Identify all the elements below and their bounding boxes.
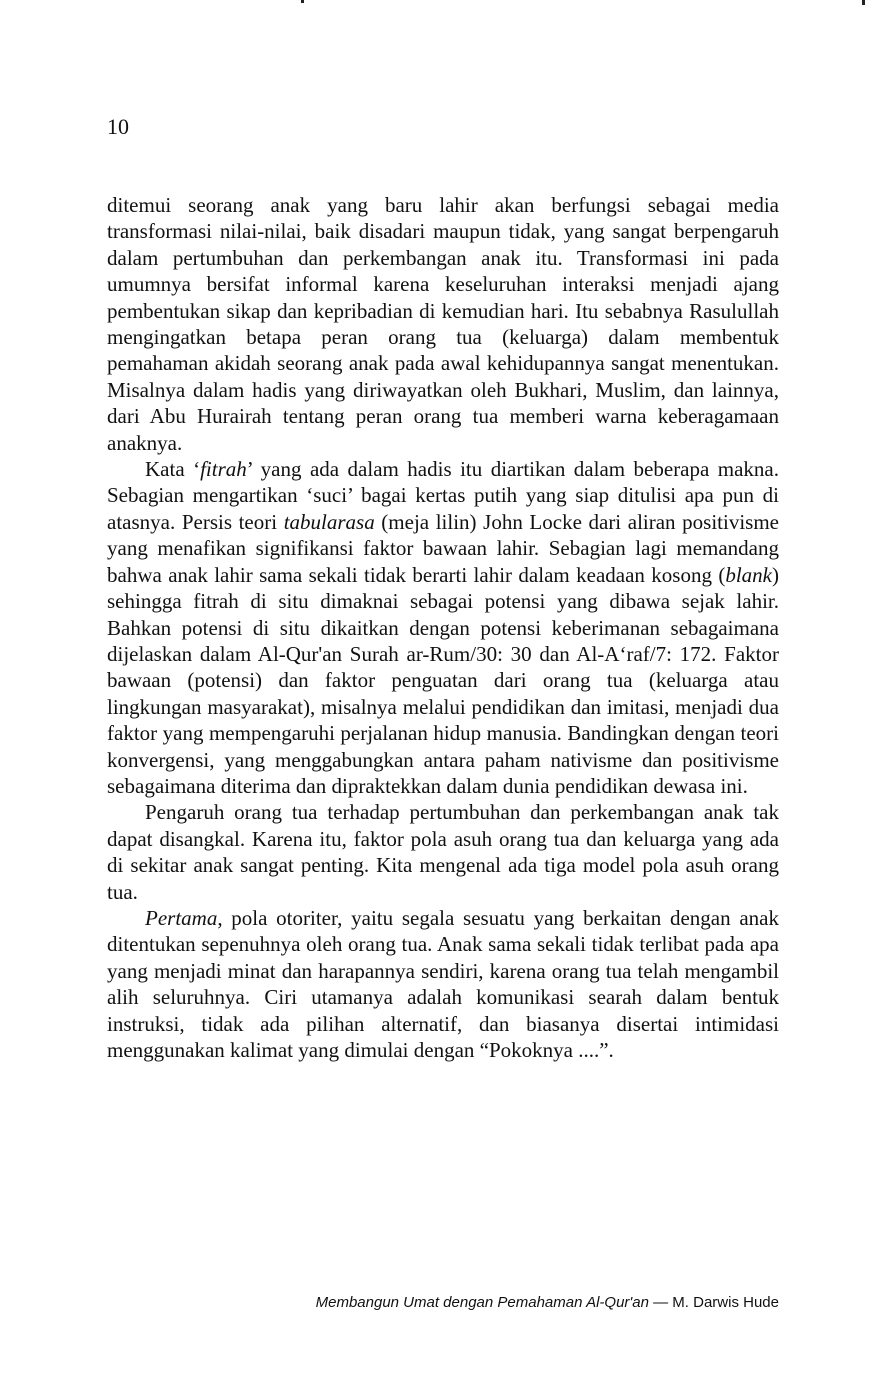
paragraph-2-text-a: Kata ‘ <box>145 457 201 482</box>
scan-artifact-right <box>862 0 865 5</box>
term-tabularasa: tabularasa <box>283 509 375 534</box>
paragraph-1 <box>107 192 779 456</box>
scan-artifact-top <box>301 0 304 3</box>
footer-separator: — <box>648 1294 673 1311</box>
term-blank: blank <box>725 562 772 587</box>
footer-book-title: Membangun Umat dengan Pemahaman Al-Qur'an <box>315 1294 649 1311</box>
term-pertama: Pertama <box>145 905 218 930</box>
paragraph-2-text-c: (meja lilin) John Locke dari aliran positivisme yang menafikan signifikansi faktor bawaan lahir. Sebagian lagi memandang bahwa anak lahir sama sekali tidak berarti lahir dalam keadaan kosong ( <box>107 509 779 587</box>
body-text <box>107 192 779 1063</box>
paragraph-2-text-d: ) sehingga fitrah di situ dimaknai sebagai potensi yang dibawa sejak lahir. Bahkan potensi di situ dikaitkan dengan potensi keberimanan sebagaimana dijelaskan dalam Al-Qur'an Surah ar-Rum/30: 30 dan Al-A‘raf/7: 172. Faktor bawaan (potensi) dan faktor penguatan dari orang tua (keluarga atau lingkungan masyarakat), misalnya melalui pendidikan dan imitasi, menjadi dua faktor yang mempengaruhi perjalanan hidup manusia. Bandingkan dengan teori konvergensi, yang menggabungkan antara paham nativisme dan positivisme sebagaimana diterima dan dipraktekkan dalam dunia pendidikan dewasa ini. <box>107 562 779 798</box>
paragraph-2 <box>107 456 779 799</box>
paragraph-4 <box>107 905 779 1063</box>
paragraph-2-text-b: ’ yang ada dalam hadis itu diartikan dalam beberapa makna. Sebagian mengartikan ‘suci’ bagai kertas putih yang siap ditulisi apa pun di atasnya. Persis teori <box>107 457 780 534</box>
paragraph-3-text: Pengaruh orang tua terhadap pertumbuhan dan perkembangan anak tak dapat disangkal. Karena itu, faktor pola asuh orang tua dan keluarga yang ada di sekitar anak sangat penting. Kita mengenal ada tiga model pola asuh orang tua. <box>107 800 779 904</box>
paragraph-1-text: ditemui seorang anak yang baru lahir akan berfungsi sebagai media transformasi nilai-nilai, baik disadari maupun tidak, yang sangat berpengaruh dalam pertumbuhan dan perkembangan anak itu. Transformasi ini pada umumnya bersifat informal karena keseluruhan interaksi menjadi ajang pembentukan sikap dan kepribadian di kemudian hari. Itu sebabnya Rasulullah mengingatkan betapa peran orang tua (keluarga) dalam membentuk pemahaman akidah seorang anak pada awal kehidupannya sangat menentukan. Misalnya dalam hadis yang diriwayatkan oleh Bukhari, Muslim, dan lainnya, dari Abu Hurairah tentang peran orang tua memberi warna keberagamaan anaknya. <box>107 193 779 455</box>
running-footer <box>200 1293 779 1313</box>
page-number: 10 <box>107 114 129 139</box>
footer-author: M. Darwis Hude <box>672 1294 779 1311</box>
paragraph-3 <box>107 799 779 905</box>
paragraph-4-text: , pola otoriter, yaitu segala sesuatu yang berkaitan dengan anak ditentukan sepenuhnya oleh orang tua. Anak sama sekali tidak terlibat pada apa yang menjadi minat dan harapannya sendiri, karena orang tua telah mengambil alih seluruhnya. Ciri utamanya adalah komunikasi searah dalam bentuk instruksi, tidak ada pilihan alternatif, dan biasanya disertai intimidasi menggunakan kalimat yang dimulai dengan “Pokoknya ....”. <box>107 905 779 1062</box>
term-fitrah: fitrah <box>200 457 247 482</box>
